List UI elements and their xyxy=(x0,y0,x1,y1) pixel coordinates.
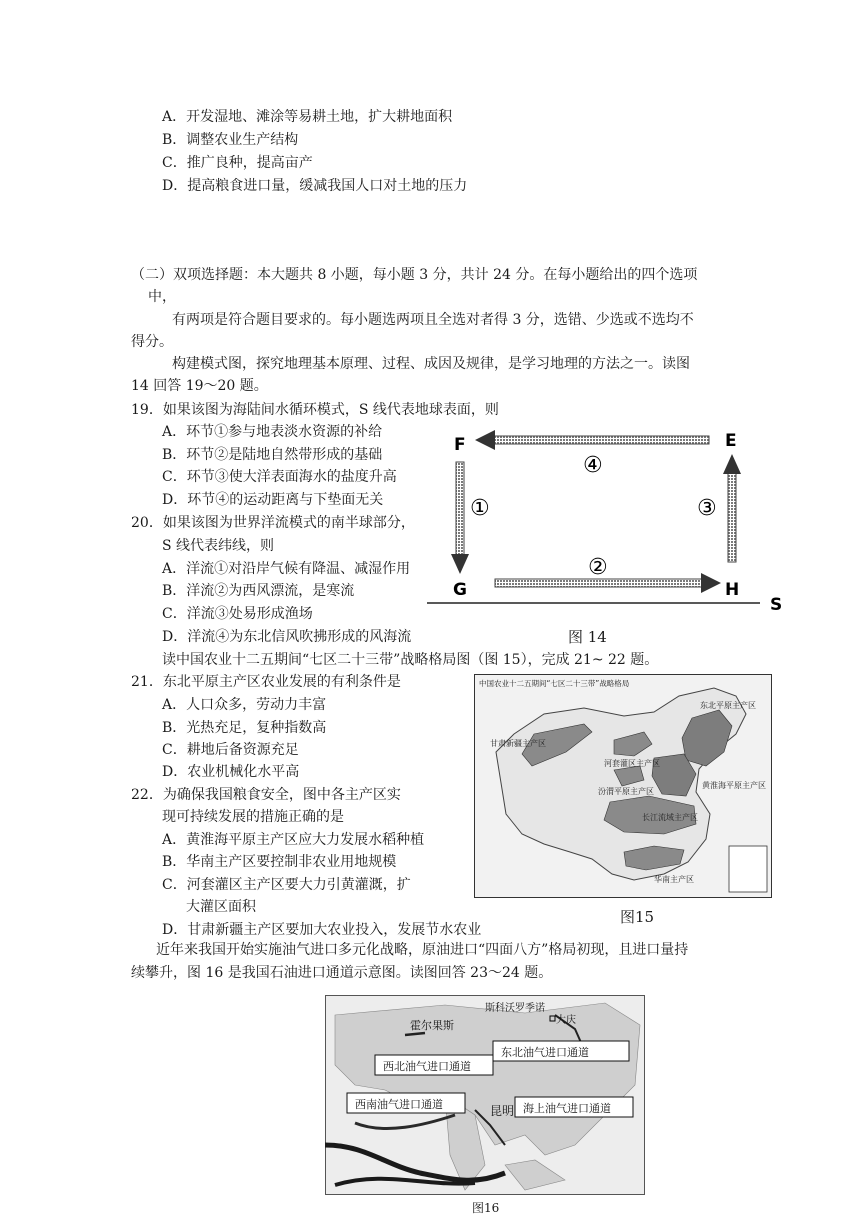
map-title: 中国农业十二五期间“七区二十三带”战略格局 xyxy=(479,679,630,688)
question-20-stem-cont: S 线代表纬线，则 xyxy=(162,538,275,554)
option-text: C．推广良种，提高亩产 xyxy=(162,155,313,171)
arrow-3 xyxy=(723,454,741,562)
option-text: B．光热充足，复种指数高 xyxy=(162,720,327,736)
region-label: 汾渭平原主产区 xyxy=(598,787,654,796)
question-22-stem-cont: 现可持续发展的措施正确的是 xyxy=(162,809,344,825)
option-text: B．洋流②为西风漂流，是寒流 xyxy=(162,583,355,599)
option-text: C．河套灌区主产区要大力引黄灌溉，扩 xyxy=(162,877,411,893)
section-heading-cont: 中， xyxy=(148,289,176,305)
arrow-4 xyxy=(475,430,709,450)
place-label: 霍尔果斯 xyxy=(410,1019,454,1032)
line-label-s: S xyxy=(770,595,783,615)
figure-16-map xyxy=(325,995,645,1195)
section-heading: （二）双项选择题：本大题共 8 小题，每小题 3 分，共计 24 分。在每小题给出的四个选项 xyxy=(131,267,698,283)
label-1: ① xyxy=(470,496,490,521)
option-text: C．耕地后备资源充足 xyxy=(162,742,299,758)
region-label: 河套灌区主产区 xyxy=(604,759,660,768)
question-21-stem: 21．东北平原主产区农业发展的有利条件是 xyxy=(131,674,401,690)
intro-text: 14 回答 19～20 题。 xyxy=(131,378,268,394)
svg-text:西南油气进口通道: 西南油气进口通道 xyxy=(355,1098,443,1111)
figure-14-diagram xyxy=(425,412,790,622)
svg-text:西北油气进口通道: 西北油气进口通道 xyxy=(383,1060,471,1073)
intro-text: 近年来我国开始实施油气进口多元化战略，原油进口“四面八方”格局初现，且进口量持 xyxy=(156,942,689,958)
label-2: ② xyxy=(588,555,608,580)
region-label: 黄淮海平原主产区 xyxy=(702,781,766,790)
channel-box-sea xyxy=(515,1097,633,1117)
option-text: B．华南主产区要控制非农业用地规模 xyxy=(162,854,397,870)
figure-16-caption: 图16 xyxy=(472,1201,500,1215)
option-text: A．环节①参与地表淡水资源的补给 xyxy=(162,424,383,440)
svg-text:东北油气进口通道: 东北油气进口通道 xyxy=(501,1046,589,1059)
region-label: 东北平原主产区 xyxy=(700,701,756,710)
channel-box-northeast xyxy=(493,1041,629,1061)
svg-text:海上油气进口通道: 海上油气进口通道 xyxy=(523,1102,611,1115)
region-label: 长江流域主产区 xyxy=(642,813,698,822)
option-text: D．农业机械化水平高 xyxy=(162,764,300,780)
option-text: C．环节③使大洋表面海水的盐度升高 xyxy=(162,469,397,485)
intro-text: 续攀升，图 16 是我国石油进口通道示意图。读图回答 23～24 题。 xyxy=(131,965,553,981)
corner-label-h: H xyxy=(725,580,740,600)
corner-label-f: F xyxy=(454,435,466,455)
question-19-stem: 19．如果该图为海陆间水循环模式，S 线代表地球表面，则 xyxy=(131,402,499,418)
question-20-stem: 20．如果该图为世界洋流模式的南半球部分， xyxy=(131,515,415,531)
option-text: C．洋流③处易形成渔场 xyxy=(162,606,313,622)
option-text: A．人口众多，劳动力丰富 xyxy=(162,697,327,713)
place-label: 大庆 xyxy=(556,1015,576,1026)
arrow-2 xyxy=(495,573,721,593)
corner-label-e: E xyxy=(725,431,737,451)
channel-box-northwest xyxy=(375,1055,493,1075)
region-label: 甘肃新疆主产区 xyxy=(490,739,546,748)
map-inset xyxy=(729,846,767,892)
figure-15-caption: 图15 xyxy=(620,908,655,926)
label-4: ④ xyxy=(583,453,603,478)
option-text-cont: 大灌区面积 xyxy=(186,899,256,915)
option-text: D．甘肃新疆主产区要加大农业投入，发展节水农业 xyxy=(162,922,482,938)
intro-text: 构建模式图，探究地理基本原理、过程、成因及规律，是学习地理的方法之一。读图 xyxy=(172,356,690,372)
option-text: B．环节②是陆地自然带形成的基础 xyxy=(162,447,383,463)
figure-14-caption: 图 14 xyxy=(568,628,607,646)
corner-label-g: G xyxy=(453,580,467,600)
option-text: B．调整农业生产结构 xyxy=(162,132,299,148)
intro-text: 读中国农业十二五期间“七区二十三带”战略格局图（图 15），完成 21~ 22 题。 xyxy=(162,652,659,668)
option-text: D．提高粮食进口量，缓减我国人口对土地的压力 xyxy=(162,178,468,194)
option-text: A．洋流①对沿岸气候有降温、减湿作用 xyxy=(162,561,411,577)
question-22-stem: 22．为确保我国粮食安全，图中各主产区实 xyxy=(131,787,401,803)
region-label: 华南主产区 xyxy=(654,875,694,884)
option-text: D．洋流④为东北信风吹拂形成的风海流 xyxy=(162,629,412,645)
place-label: 昆明 xyxy=(490,1104,515,1118)
figure-15-map xyxy=(474,674,772,898)
label-3: ③ xyxy=(697,496,717,521)
place-label: 斯科沃罗季诺 xyxy=(485,1003,545,1014)
channel-box-southwest xyxy=(347,1093,465,1113)
option-text: D．环节④的运动距离与下垫面无关 xyxy=(162,492,384,508)
option-text: A．黄淮海平原主产区应大力发展水稻种植 xyxy=(162,832,425,848)
arrow-1 xyxy=(451,462,469,574)
section-instructions-cont: 得分。 xyxy=(131,334,173,350)
section-instructions: 有两项是符合题目要求的。每小题选两项且全选对者得 3 分，选错、少选或不选均不 xyxy=(172,312,694,328)
option-text: A．开发湿地、滩涂等易耕土地，扩大耕地面积 xyxy=(162,109,453,125)
